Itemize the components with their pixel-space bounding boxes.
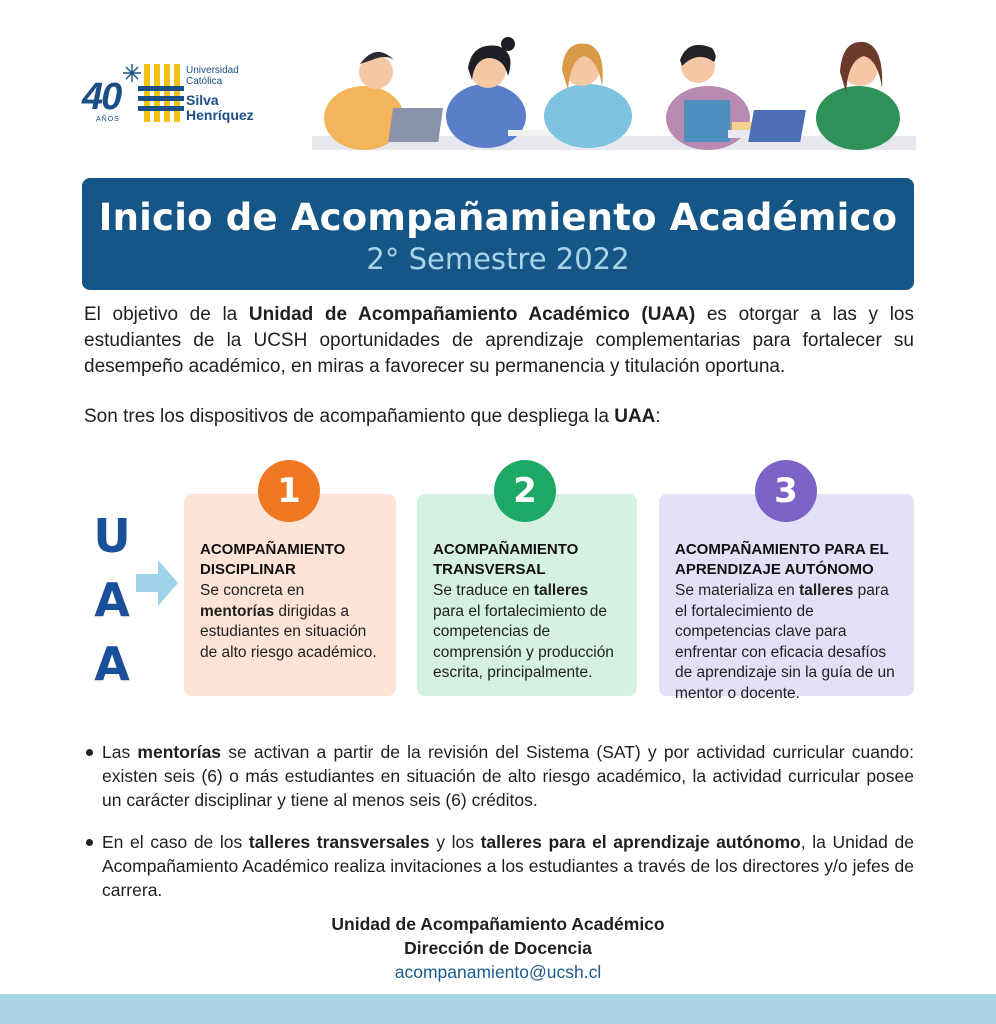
- university-logo: [82, 62, 262, 128]
- intro-text-bold: Unidad de Acompañamiento Académico (UAA): [248, 304, 696, 325]
- logo-line-2: Católica: [186, 75, 223, 87]
- devices-paragraph: [84, 404, 914, 430]
- title-banner: [82, 178, 914, 290]
- card-1-text-bold: mentorías: [200, 602, 275, 620]
- card-3-text: [675, 581, 900, 704]
- bullet-1-bold: mentorías: [137, 742, 222, 762]
- page-title: Inicio de Acompañamiento Académico: [98, 196, 898, 239]
- uaa-letter-u: U: [93, 509, 131, 563]
- bullet-1-text-a: Las: [102, 742, 138, 762]
- card-2-number-badge: 2: [494, 460, 556, 522]
- card-1-number-badge: 1: [258, 460, 320, 522]
- card-2-text-bold: talleres: [533, 582, 589, 599]
- logo-text: [186, 66, 254, 122]
- arrow-right-icon: [134, 556, 180, 610]
- card-1-text-b: dirigidas a estudiantes en situación de alto riesgo académico.: [200, 602, 377, 661]
- bullet-dot-icon: [86, 839, 93, 846]
- logo-anos: AÑOS: [96, 116, 120, 123]
- bullet-2-text-a: En el caso de los: [102, 832, 249, 852]
- footer-email-link[interactable]: acompanamiento@ucsh.cl: [394, 962, 602, 982]
- card-3-text-b: para el fortalecimiento de competencias clave para enfrentar con eficacia desafíos de aprendizaje sin la guía de un mentor o docente.: [675, 582, 895, 702]
- bottom-color-bar: [0, 994, 996, 1024]
- card-1-title: ACOMPAÑAMIENTO DISCIPLINAR: [200, 541, 346, 578]
- bullet-2-bold-1: talleres transversales: [248, 832, 430, 852]
- intro-text-b: es otorgar a las y los estudiantes de la UCSH oportunidades de aprendizaje complementarias para fortalecer su desempeño académico, en miras a favorecer su permanencia y titulación oportuna.: [84, 304, 914, 377]
- bullet-talleres: [84, 830, 914, 902]
- logo-line-1: Universidad: [186, 65, 239, 76]
- students-illustration: [312, 30, 916, 152]
- bullet-2-text-b: y los: [429, 832, 481, 852]
- logo-emblem-icon: [118, 62, 184, 124]
- intro-paragraph: [84, 302, 914, 380]
- logo-line-4: Henríquez: [186, 106, 254, 123]
- uaa-letter-a1: A: [94, 573, 130, 627]
- card-2-text: [433, 581, 623, 684]
- card-3-number-badge: 3: [755, 460, 817, 522]
- devices-text-b: :: [655, 406, 661, 427]
- logo-line-3: Silva: [186, 92, 219, 108]
- card-3-text-a: Se materializa en: [675, 582, 800, 599]
- bullet-mentorias: [84, 740, 914, 812]
- card-1-text: [200, 581, 382, 663]
- devices-text-bold: UAA: [614, 406, 656, 427]
- footer-signature: [0, 912, 996, 984]
- uaa-vertical-label: [92, 504, 132, 696]
- card-2-title: ACOMPAÑAMIENTO TRANSVERSAL: [433, 541, 579, 578]
- card-1-text-a: Se concreta en: [200, 582, 305, 599]
- card-2-text-a: Se traduce en: [433, 582, 534, 599]
- bullet-1-text-b: se activan a partir de la revisión del Sistema (SAT) y por actividad curricular cuando: existen seis (6) o más estudiantes en situación de alto riesgo académico, la actividad curricular posee un carácter disciplinar y tiene al menos seis (6) créditos.: [102, 742, 915, 810]
- uaa-letter-a2: A: [94, 637, 130, 691]
- bullet-dot-icon: [86, 749, 93, 756]
- footer-department: Dirección de Docencia: [404, 938, 592, 958]
- card-transversal: [417, 494, 637, 696]
- bullet-2-bold-2: talleres para el aprendizaje autónomo: [480, 832, 801, 852]
- card-disciplinar: [184, 494, 396, 696]
- page-subtitle: 2° Semestre 2022: [366, 242, 630, 276]
- card-2-text-b: para el fortalecimiento de competencias de comprensión y producción escrita, principalmente.: [433, 602, 614, 681]
- card-3-text-bold: talleres: [799, 582, 854, 599]
- footer-unit-name: Unidad de Acompañamiento Académico: [331, 914, 665, 934]
- devices-text-a: Son tres los dispositivos de acompañamiento que despliega la: [84, 406, 615, 427]
- card-3-title: ACOMPAÑAMIENTO PARA EL APRENDIZAJE AUTÓNOMO: [675, 541, 889, 578]
- card-autonomo: [659, 494, 914, 702]
- intro-text-a: El objetivo de la: [84, 304, 249, 325]
- bullet-2-text-c: , la Unidad de Acompañamiento Académico realiza invitaciones a los estudiantes a través de los directores y/o jefes de carrera.: [102, 832, 914, 900]
- logo-forty: 40: [82, 76, 121, 118]
